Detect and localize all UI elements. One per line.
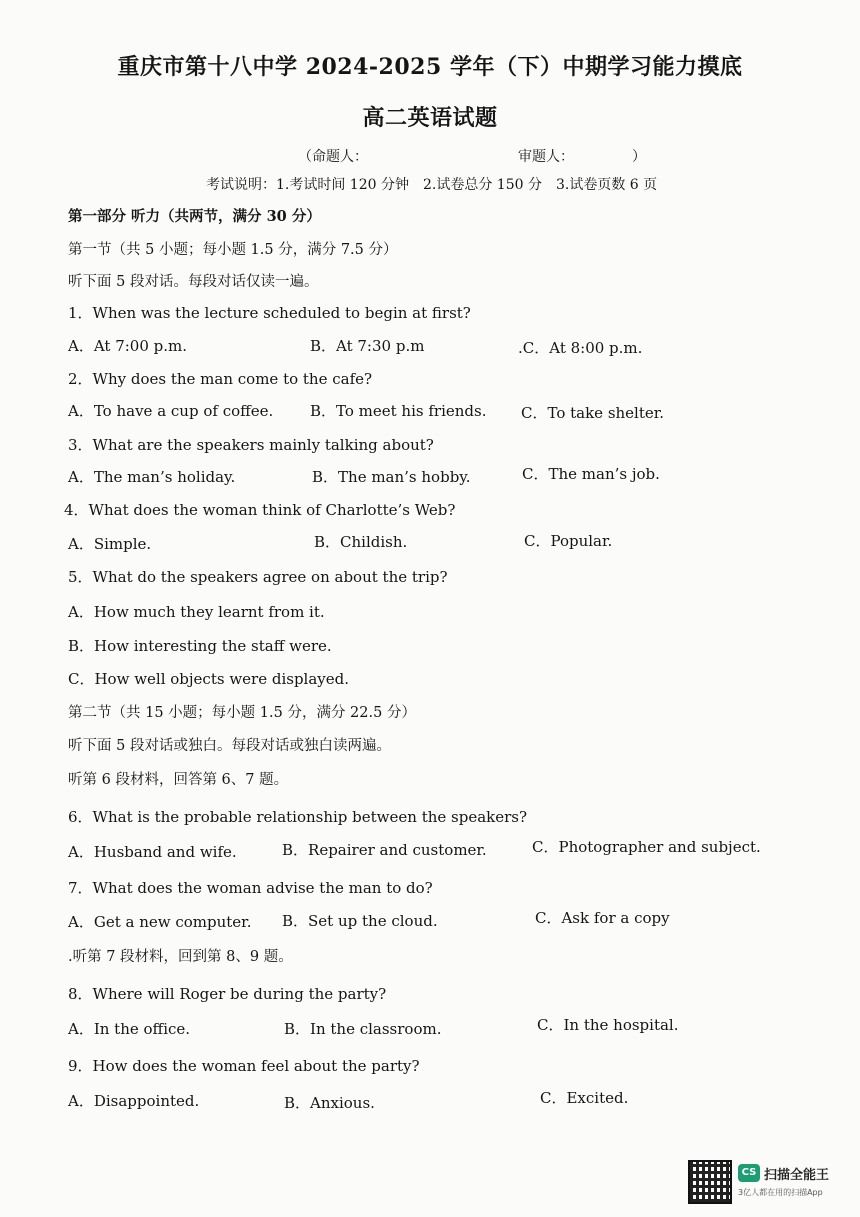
option-b: B．To meet his friends.	[310, 402, 487, 420]
section2-instruction: 听下面 5 段对话或独白。每段对话或独白读两遍。	[68, 738, 391, 754]
option-c: C．Excited.	[540, 1089, 629, 1107]
option-a: A．Husband and wife.	[68, 843, 237, 861]
option-c: .C．At 8:00 p.m.	[518, 339, 643, 357]
section1-heading: 第一节（共 5 小题；每小题 1.5 分，满分 7.5 分）	[68, 242, 398, 258]
option-b: B．Childish.	[314, 533, 408, 551]
question-stem: 5．What do the speakers agree on about the trip?	[68, 568, 448, 586]
option-a: A．Disappointed.	[68, 1092, 200, 1110]
scanner-tagline: 3亿人都在用的扫描App	[738, 1188, 823, 1197]
option-a: A．At 7:00 p.m.	[68, 337, 188, 355]
option-b: B．In the classroom.	[284, 1020, 442, 1038]
setter-label: （命题人：	[298, 149, 368, 165]
question-stem: 7．What does the woman advise the man to do?	[68, 879, 433, 897]
option-b: B．Repairer and customer.	[282, 841, 487, 859]
scanner-app-name: 扫描全能王	[764, 1168, 830, 1183]
exam-subtitle: 高二英语试题	[362, 105, 498, 131]
qr-code-icon	[688, 1160, 732, 1204]
exam-note-time: 1.考试时间 120 分钟	[276, 177, 409, 193]
question-stem: 6．What is the probable relationship between the speakers?	[68, 808, 528, 826]
question-stem: 4．What does the woman think of Charlotte’s Web?	[64, 501, 456, 519]
camscanner-logo-icon: CS	[738, 1164, 760, 1182]
option-b: B．Anxious.	[284, 1094, 375, 1112]
exam-notes	[206, 174, 671, 194]
question-stem: 8．Where will Roger be during the party?	[68, 985, 387, 1003]
option-a: A．Get a new computer.	[68, 913, 252, 931]
part1-heading: 第一部分 听力（共两节，满分 30 分）	[68, 208, 321, 225]
option-a: A．To have a cup of coffee.	[68, 402, 274, 420]
material-7: .听第 7 段材料，回到第 8、9 题。	[68, 949, 293, 965]
question-stem: 3．What are the speakers mainly talking about?	[68, 436, 434, 454]
option-b: B．The man’s hobby.	[312, 468, 471, 486]
option-c: C．How well objects were displayed.	[68, 670, 350, 688]
option-a: A．Simple.	[68, 535, 152, 553]
section1-instruction: 听下面 5 段对话。每段对话仅读一遍。	[68, 274, 319, 290]
option-c: C．Ask for a copy	[535, 909, 670, 927]
option-a: A．In the office.	[68, 1020, 191, 1038]
option-a: A．How much they learnt from it.	[68, 603, 325, 621]
setter-line	[298, 146, 646, 166]
option-c: C．To take shelter.	[521, 404, 665, 422]
question-stem: 9．How does the woman feel about the party?	[68, 1057, 420, 1075]
exam-note-pages: 3.试卷页数 6 页	[555, 177, 658, 193]
option-c: C．Photographer and subject.	[532, 838, 761, 856]
section2-heading: 第二节（共 15 小题；每小题 1.5 分，满分 22.5 分）	[68, 705, 416, 721]
question-stem: 1．When was the lecture scheduled to begin at first?	[68, 304, 471, 322]
close-paren: ）	[632, 149, 646, 165]
material-6: 听第 6 段材料，回答第 6、7 题。	[68, 772, 289, 788]
option-b: B．Set up the cloud.	[282, 912, 438, 930]
exam-title: 重庆市第十八中学 2024-2025 学年（下）中期学习能力摸底	[117, 54, 743, 80]
exam-note-label: 考试说明：	[206, 177, 276, 193]
option-a: A．The man’s holiday.	[68, 468, 236, 486]
question-stem: 2．Why does the man come to the cafe?	[68, 370, 373, 388]
option-c: C．In the hospital.	[537, 1016, 679, 1034]
exam-note-score: 2.试卷总分 150 分	[422, 177, 542, 193]
option-b: B．How interesting the staff were.	[68, 637, 332, 655]
option-c: C．The man’s job.	[522, 465, 660, 483]
option-c: C．Popular.	[524, 532, 613, 550]
option-b: B．At 7:30 p.m	[310, 337, 425, 355]
reviewer-label: 审题人：	[518, 149, 574, 165]
